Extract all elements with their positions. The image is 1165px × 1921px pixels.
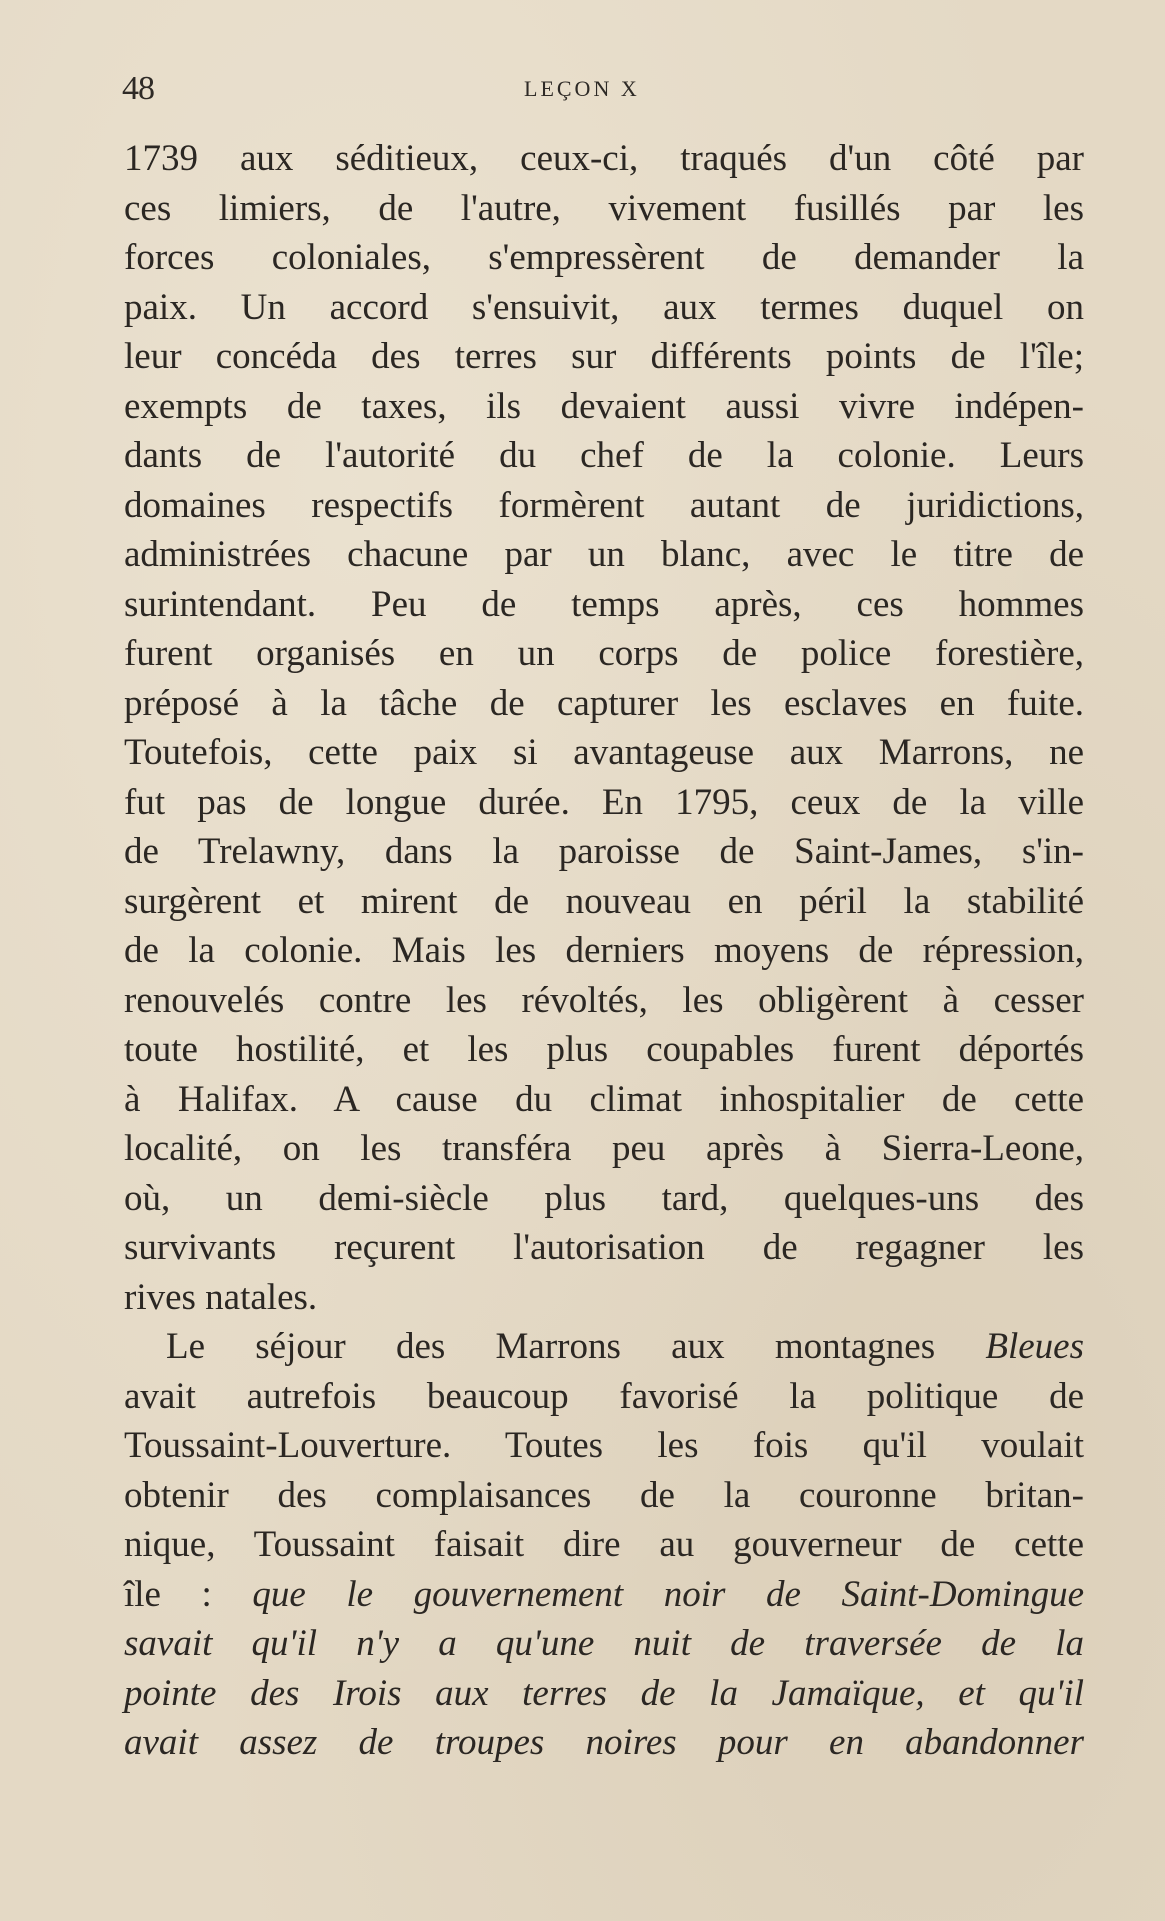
text-line: Toussaint-Louverture. Toutes les fois qu'il voulait xyxy=(124,1425,1084,1466)
text-line: toute hostilité, et les plus coupables furent déportés xyxy=(124,1029,1084,1070)
text-line: de Trelawny, dans la paroisse de Saint-James, s'in- xyxy=(124,831,1084,872)
text-line xyxy=(124,1322,1084,1372)
text-line: surgèrent et mirent de nouveau en péril la stabilité xyxy=(124,880,1084,922)
text-line: administrées chacune par un blanc, avec le titre de xyxy=(124,534,1084,575)
text-line: Toutefois, cette paix si avantageuse aux Marrons, ne xyxy=(124,732,1084,773)
paragraph-1 xyxy=(124,134,1084,1322)
text-line: obtenir des complaisances de la couronne britan- xyxy=(124,1474,1084,1516)
text-line: dants de l'autorité du chef de la colonie. Leurs xyxy=(124,435,1084,476)
text-line: à Halifax. A cause du climat inhospitalier de cette xyxy=(124,1078,1084,1120)
page-number: 48 xyxy=(122,70,154,107)
text-line: savait qu'il n'y a qu'une nuit de traversée de la xyxy=(124,1623,1084,1664)
italic-run: Bleues xyxy=(985,1326,1084,1367)
text-line: forces coloniales, s'empressèrent de demander la xyxy=(124,237,1084,278)
text-line: avait assez de troupes noires pour en abandonner xyxy=(124,1722,1084,1763)
text-line: préposé à la tâche de capturer les esclaves en fuite. xyxy=(124,682,1084,724)
text-line: furent organisés en un corps de police forestière, xyxy=(124,633,1084,674)
text-line: fut pas de longue durée. En 1795, ceux de la ville xyxy=(124,781,1084,823)
text-line: renouvelés contre les révoltés, les obligèrent à cesser xyxy=(124,979,1084,1021)
text-line: paix. Un accord s'ensuivit, aux termes duquel on xyxy=(124,286,1084,328)
text-line: où, un demi-siècle plus tard, quelques-uns des xyxy=(124,1177,1084,1219)
text-line: exempts de taxes, ils devaient aussi vivre indépen- xyxy=(124,385,1084,427)
text-line: ces limiers, de l'autre, vivement fusillés par les xyxy=(124,187,1084,229)
text-line: 1739 aux séditieux, ceux-ci, traqués d'un côté par xyxy=(124,138,1084,179)
chapter-title: LEÇON X xyxy=(524,76,640,101)
text-run: île : xyxy=(124,1573,253,1615)
text-line: avait autrefois beaucoup favorisé la politique de xyxy=(124,1375,1084,1417)
text-line: pointe des Irois aux terres de la Jamaïque, et qu'il xyxy=(124,1672,1084,1714)
italic-run: que le gouvernement noir de Saint-Domingue xyxy=(252,1573,1084,1615)
text-line: surintendant. Peu de temps après, ces hommes xyxy=(124,583,1084,625)
text-line xyxy=(124,1570,1084,1620)
text-line: de la colonie. Mais les derniers moyens de répression, xyxy=(124,930,1084,971)
body-text xyxy=(124,134,1084,1768)
text-run: Le séjour des Marrons aux montagnes xyxy=(166,1326,986,1367)
running-head xyxy=(122,70,1082,110)
text-line: leur concéda des terres sur différents points de l'île; xyxy=(124,336,1084,377)
paragraph-2 xyxy=(124,1322,1084,1768)
text-line: survivants reçurent l'autorisation de regagner les xyxy=(124,1227,1084,1268)
text-line: rives natales. xyxy=(124,1276,318,1318)
text-line: domaines respectifs formèrent autant de juridictions, xyxy=(124,484,1084,526)
text-line: nique, Toussaint faisait dire au gouverneur de cette xyxy=(124,1524,1084,1565)
text-line: localité, on les transféra peu après à Sierra-Leone, xyxy=(124,1128,1084,1169)
